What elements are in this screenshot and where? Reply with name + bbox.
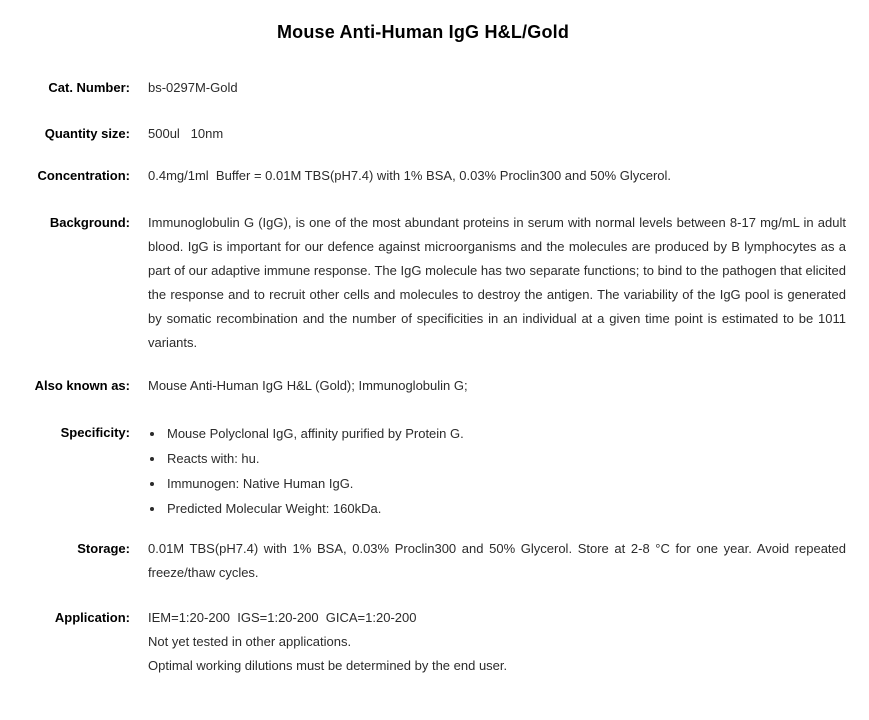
field-concentration — [0, 164, 846, 188]
application-note-line: Not yet tested in other applications. — [148, 634, 352, 649]
application-dilutions-line: IEM=1:20-200 IGS=1:20-200 GICA=1:20-200 — [148, 610, 417, 625]
also-known-as-label: Also known as: — [34, 378, 130, 393]
specificity-bullet: • Predicted Molecular Weight: 160kDa. — [165, 496, 846, 521]
specificity-label: Specificity: — [60, 425, 130, 440]
storage-value: 0.01M TBS(pH7.4) with 1% BSA, 0.03% Proclin300 and 50% Glycerol. Store at 2-8 °C for one year. Avoid repeated freeze/thaw cycles. — [148, 541, 846, 580]
specificity-bullet-list — [148, 421, 846, 521]
field-also-known-as — [0, 374, 846, 398]
concentration-value: 0.4mg/1ml Buffer = 0.01M TBS(pH7.4) with 1% BSA, 0.03% Proclin300 and 50% Glycerol. — [148, 168, 672, 183]
page-title: Mouse Anti-Human IgG H&L/Gold — [276, 22, 570, 42]
quantity-size-label: Quantity size: — [44, 126, 130, 141]
application-value — [148, 606, 846, 678]
concentration-label: Concentration: — [37, 168, 130, 183]
specificity-value — [148, 421, 846, 521]
field-specificity — [0, 421, 846, 521]
background-label: Background: — [49, 215, 130, 230]
cat-number-value: bs-0297M-Gold — [148, 80, 238, 95]
application-disclaimer-line: Optimal working dilutions must be determined by the end user. — [148, 658, 508, 673]
field-application — [0, 606, 846, 678]
specificity-bullet: • Immunogen: Native Human IgG. — [165, 471, 846, 496]
specificity-bullet: • Mouse Polyclonal IgG, affinity purified by Protein G. — [165, 421, 846, 446]
background-value: Immunoglobulin G (IgG), is one of the most abundant proteins in serum with normal levels between 8-17 mg/mL in adult blood. IgG is important for our defence against microorganisms and the molecules are produced by B lymphocytes as a part of our adaptive immune response. The IgG molecule has two separate functions; to bind to the pathogen that elicited the response and to recruit other cells and molecules to destroy the antigen. The variability of the IgG pool is generated by somatic recombination and the number of specificities in an individual at a given time point is estimated to be 1011 variants. — [148, 215, 846, 350]
field-background — [0, 211, 846, 355]
field-cat-number — [0, 76, 846, 100]
quantity-size-value: 500ul 10nm — [148, 126, 224, 141]
application-label: Application: — [54, 610, 130, 625]
field-quantity-size — [0, 122, 846, 146]
field-storage — [0, 537, 846, 585]
specificity-bullet: • Reacts with: hu. — [165, 446, 846, 471]
storage-label: Storage: — [77, 541, 130, 556]
cat-number-label: Cat. Number: — [48, 80, 130, 95]
also-known-as-value: Mouse Anti-Human IgG H&L (Gold); Immunoglobulin G; — [148, 378, 468, 393]
